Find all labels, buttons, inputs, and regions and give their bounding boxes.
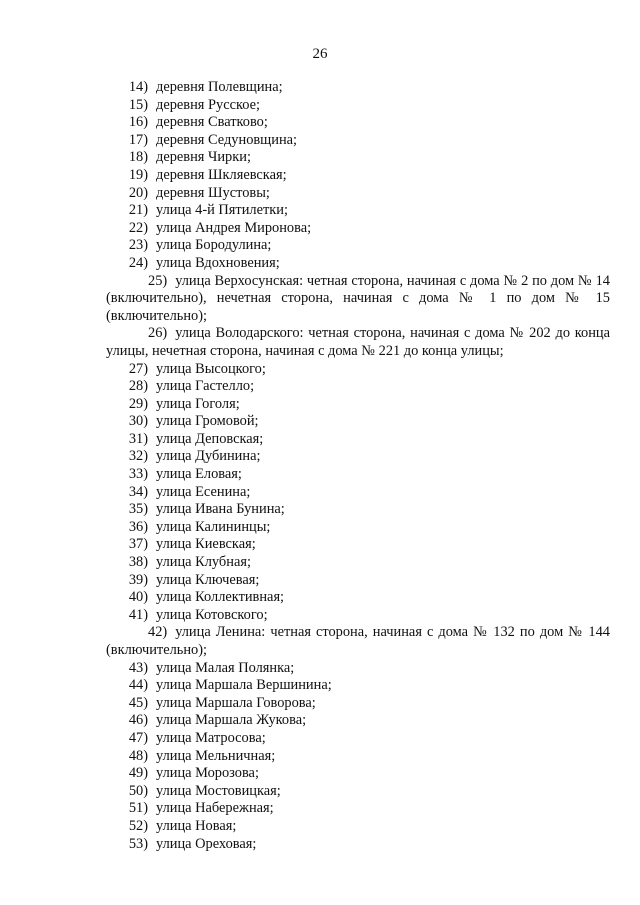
item-text: улица Котовского; xyxy=(156,606,268,623)
item-text: улица Гастелло; xyxy=(156,378,255,395)
item-number: 39) xyxy=(128,571,148,588)
item-number: 36) xyxy=(128,518,148,535)
item-text: деревня Шкляевская; xyxy=(156,166,287,183)
item-number: 26) xyxy=(148,325,168,342)
item-text: деревня Седуновщина; xyxy=(156,131,298,148)
list-item xyxy=(106,800,610,818)
item-text: улица Маршала Жукова; xyxy=(156,712,307,729)
item-number: 14) xyxy=(128,79,148,95)
list-item xyxy=(106,361,610,379)
item-number: 53) xyxy=(128,835,148,852)
item-number: 50) xyxy=(128,782,148,799)
item-number: 43) xyxy=(128,659,148,676)
item-text: улица Володарского: четная сторона, начиная с дома № 202 до конца улицы, нечетная сторона, начиная с дома № 221 до конца улицы; xyxy=(106,325,610,359)
list-item xyxy=(106,431,610,449)
list-item xyxy=(106,748,610,766)
item-text: улица Верхосунская: четная сторона, начиная с дома № 2 по дом № 14 (включительно), нечетная сторона, начиная с дома № 1 по дом № 15 (включительно); xyxy=(106,272,610,324)
item-number: 35) xyxy=(128,501,148,518)
item-text: деревня Чирки; xyxy=(156,149,251,166)
list-item xyxy=(106,836,610,854)
item-text: улица Ореховая; xyxy=(156,835,257,852)
item-text: улица 4-й Пятилетки; xyxy=(156,202,288,219)
item-text: улица Набережная; xyxy=(156,800,274,817)
item-number: 24) xyxy=(128,254,148,271)
item-text: улица Новая; xyxy=(156,817,237,834)
item-text: улица Дубинина; xyxy=(156,448,261,465)
item-text: улица Матросова; xyxy=(156,729,266,746)
item-text: улица Громовой; xyxy=(156,413,259,430)
list-item xyxy=(106,202,610,220)
item-text: улица Гоголя; xyxy=(156,395,240,412)
item-number: 17) xyxy=(128,131,148,148)
item-number: 27) xyxy=(128,360,148,377)
item-text: улица Маршала Вершинина; xyxy=(156,677,332,694)
item-text: улица Есенина; xyxy=(156,483,251,500)
item-text: улица Еловая; xyxy=(156,466,242,483)
list-item xyxy=(106,185,610,203)
list-item xyxy=(106,448,610,466)
item-number: 33) xyxy=(128,466,148,483)
list-item xyxy=(106,765,610,783)
item-number: 21) xyxy=(128,202,148,219)
item-number: 51) xyxy=(128,800,148,817)
item-number: 15) xyxy=(128,96,148,113)
item-number: 16) xyxy=(128,114,148,131)
page-number: 26 xyxy=(312,46,328,62)
list-item xyxy=(106,536,610,554)
item-text: улица Морозова; xyxy=(156,765,259,782)
item-text: улица Андрея Миронова; xyxy=(156,219,312,236)
item-text: улица Ленина: четная сторона, начиная с дома № 132 по дом № 144 (включительно); xyxy=(106,624,610,658)
list-item xyxy=(106,624,610,659)
list-item xyxy=(106,79,610,97)
item-number: 29) xyxy=(128,395,148,412)
item-number: 18) xyxy=(128,149,148,166)
list-item xyxy=(106,114,610,132)
item-number: 45) xyxy=(128,694,148,711)
item-text: улица Мельничная; xyxy=(156,747,276,764)
item-number: 49) xyxy=(128,765,148,782)
list-item xyxy=(106,607,610,625)
item-text: улица Маршала Говорова; xyxy=(156,694,316,711)
list-item xyxy=(106,519,610,537)
list-item xyxy=(106,783,610,801)
list-item xyxy=(106,237,610,255)
list-item xyxy=(106,167,610,185)
list-item xyxy=(106,730,610,748)
item-text: деревня Шустовы; xyxy=(156,184,270,201)
item-number: 37) xyxy=(128,536,148,553)
list-item xyxy=(106,325,610,360)
list-item xyxy=(106,255,610,273)
item-number: 23) xyxy=(128,237,148,254)
item-number: 28) xyxy=(128,378,148,395)
item-text: улица Калининцы; xyxy=(156,518,271,535)
list-item xyxy=(106,273,610,326)
item-number: 32) xyxy=(128,448,148,465)
item-number: 41) xyxy=(128,606,148,623)
item-number: 31) xyxy=(128,430,148,447)
item-number: 20) xyxy=(128,184,148,201)
item-text: улица Высоцкого; xyxy=(156,360,266,377)
item-number: 48) xyxy=(128,747,148,764)
item-text: улица Коллективная; xyxy=(156,589,285,606)
list-item xyxy=(106,712,610,730)
item-text: улица Мостовицкая; xyxy=(156,782,281,799)
list-item xyxy=(106,660,610,678)
item-number: 38) xyxy=(128,554,148,571)
list-item xyxy=(106,466,610,484)
item-text: улица Клубная; xyxy=(156,554,251,571)
item-text: улица Деповская; xyxy=(156,430,264,447)
item-text: улица Вдохновения; xyxy=(156,254,280,271)
item-number: 52) xyxy=(128,817,148,834)
item-number: 25) xyxy=(148,272,168,289)
item-text: улица Киевская; xyxy=(156,536,256,553)
item-text: улица Бородулина; xyxy=(156,237,272,254)
item-number: 42) xyxy=(148,624,168,641)
list-item xyxy=(106,554,610,572)
list-item xyxy=(106,484,610,502)
list-item xyxy=(106,413,610,431)
item-number: 44) xyxy=(128,677,148,694)
item-text: улица Ключевая; xyxy=(156,571,260,588)
item-text: улица Ивана Бунина; xyxy=(156,501,285,518)
list-item xyxy=(106,97,610,115)
list-item xyxy=(106,501,610,519)
list-item xyxy=(106,149,610,167)
list-item xyxy=(106,396,610,414)
item-text: деревня Полевщина; xyxy=(156,79,283,95)
item-text: деревня Сватково; xyxy=(156,114,268,131)
item-number: 46) xyxy=(128,712,148,729)
item-number: 19) xyxy=(128,166,148,183)
list-item xyxy=(106,220,610,238)
item-text: улица Малая Полянка; xyxy=(156,659,295,676)
list-item xyxy=(106,818,610,836)
item-text: деревня Русское; xyxy=(156,96,260,113)
item-number: 34) xyxy=(128,483,148,500)
list-item xyxy=(106,572,610,590)
list-item xyxy=(106,378,610,396)
item-number: 40) xyxy=(128,589,148,606)
list-item xyxy=(106,695,610,713)
item-number: 47) xyxy=(128,729,148,746)
list-item xyxy=(106,677,610,695)
address-list xyxy=(106,79,610,853)
list-item xyxy=(106,589,610,607)
item-number: 22) xyxy=(128,219,148,236)
list-item xyxy=(106,132,610,150)
item-number: 30) xyxy=(128,413,148,430)
